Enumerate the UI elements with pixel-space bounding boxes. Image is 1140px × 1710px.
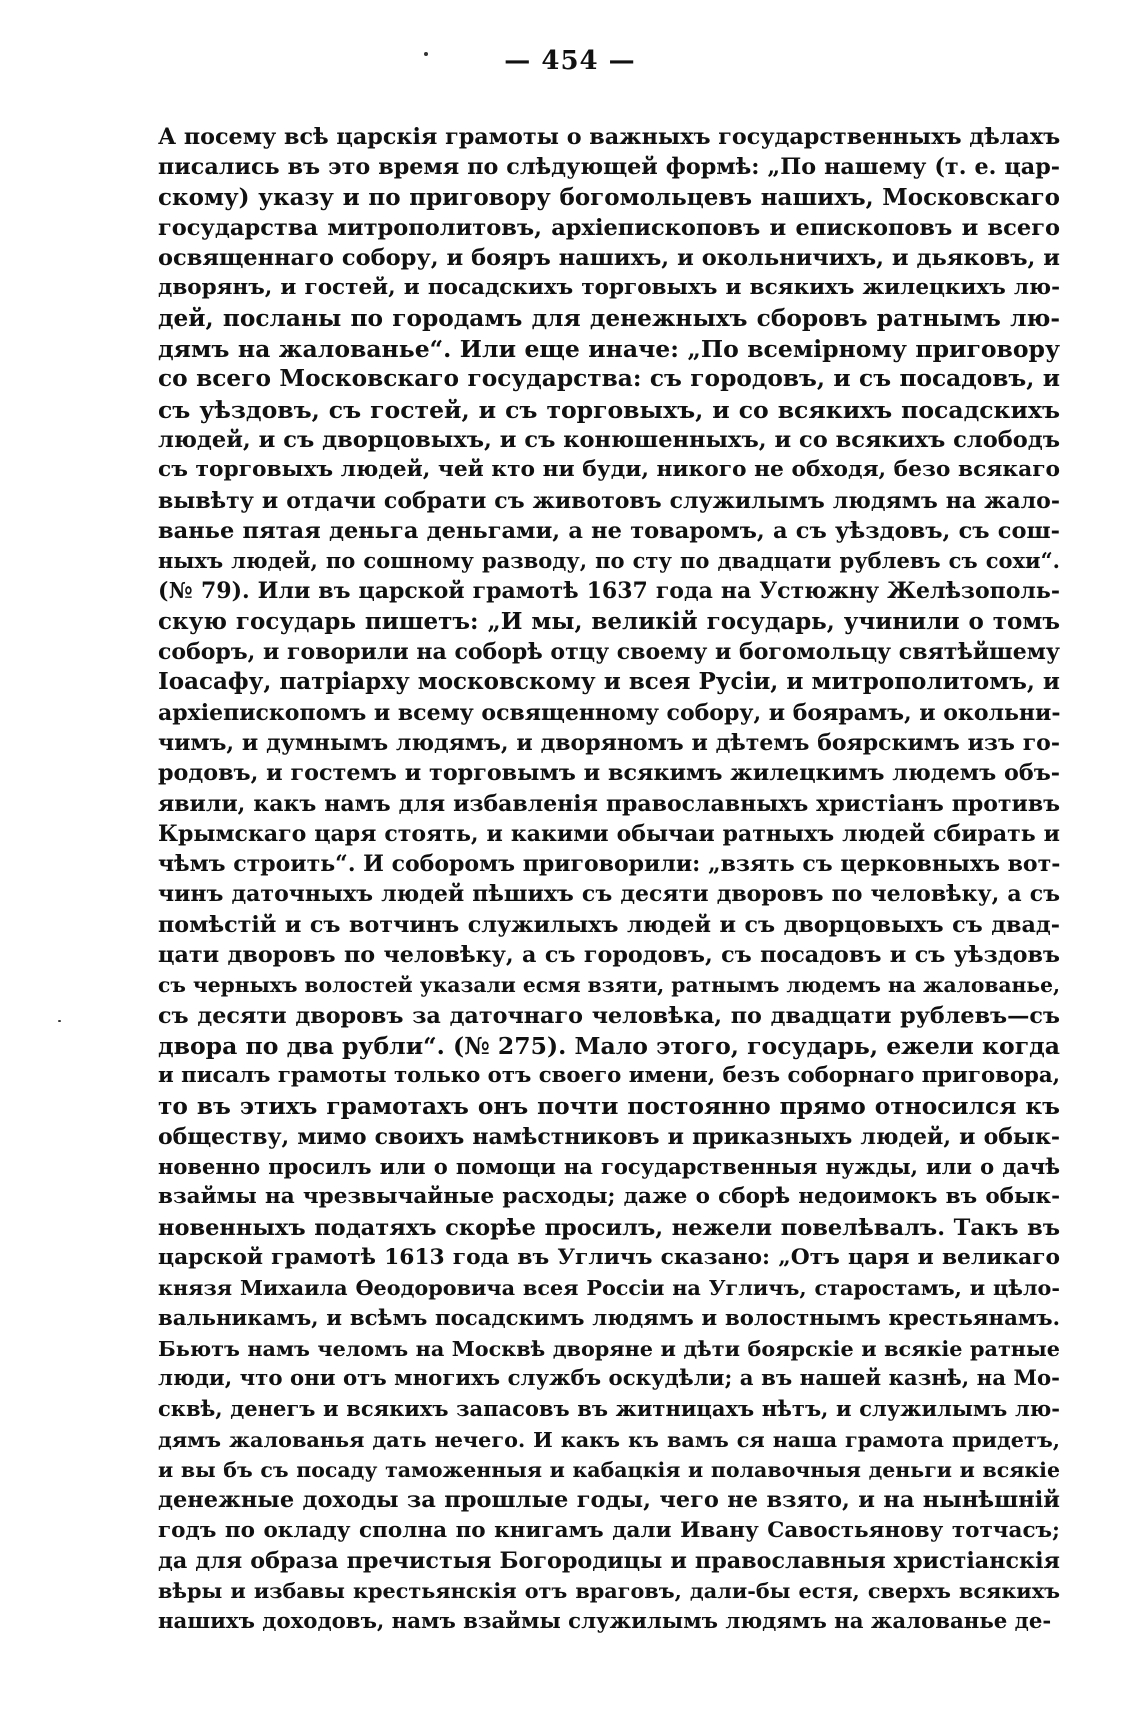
text-line: явили, какъ намъ для избавленія православныхъ христіанъ противъ [158, 790, 1060, 817]
text-line: съ черныхъ волостей указали есмя взяти, ратнымъ людемъ на жалованье, [158, 973, 1060, 998]
text-line: годъ по окладу сполна по книгамъ дали Ивану Савостьянову тотчасъ; [158, 1517, 1060, 1543]
text-line: Бьютъ намъ челомъ на Москвѣ дворяне и дѣти боярскіе и всякіе ратные [158, 1336, 1060, 1361]
text-line: обществу, мимо своихъ намѣстниковъ и приказныхъ людей, и обык- [158, 1123, 1060, 1150]
text-line: чимъ, и думнымъ людямъ, и дворяномъ и дѣтемъ боярскимъ изъ го- [158, 729, 1060, 756]
text-line: со всего Московскаго государства: съ городовъ, и съ посадовъ, и [158, 365, 1060, 393]
scan-speck [424, 52, 428, 56]
text-line: цати дворовъ по человѣку, а съ городовъ, съ посадовъ и съ уѣздовъ [158, 942, 1060, 969]
text-line: помѣстій и съ вотчинъ служилыхъ людей и съ дворцовыхъ съ двад- [158, 911, 1060, 938]
text-line: и вы бъ съ посаду таможенныя и кабацкія и полавочныя деньги и всякіе [158, 1458, 1060, 1483]
text-line: дей, посланы по городамъ для денежныхъ сборовъ ратнымъ лю- [158, 304, 1060, 332]
text-line: людей, и съ дворцовыхъ, и съ конюшенныхъ, и со всякихъ слободъ [158, 426, 1060, 453]
text-line: Іоасафу, патріарху московскому и всея Русіи, и митрополитомъ, и [158, 668, 1060, 696]
text-line: дворянъ, и гостей, и посадскихъ торговыхъ и всякихъ жилецкихъ лю- [158, 275, 1060, 301]
text-line: ныхъ людей, по сошному разводу, по сту по двадцати рублевъ съ сохи“. [158, 548, 1060, 574]
text-line: писались въ это время по слѣдующей формѣ: „По нашему (т. е. цар- [158, 154, 1060, 181]
page-number: — 454 — [504, 46, 636, 76]
text-line: новенно просилъ или о помощи на государственныя нужды, или о дачѣ [158, 1154, 1060, 1180]
text-line: вѣры и избавы крестьянскія отъ враговъ, дали-бы естя, сверхъ всякихъ [158, 1579, 1060, 1604]
text-line: вывѣту и отдачи собрати съ животовъ служилымъ людямъ на жало- [158, 487, 1060, 514]
text-line: нашихъ доходовъ, намъ взаймы служилымъ людямъ на жалованье де- [158, 1608, 1052, 1634]
text-line: съ торговыхъ людей, чей кто ни буди, никого не обходя, безо всякаго [158, 457, 1060, 483]
text-line: взаймы на чрезвычайные расходы; даже о сборѣ недоимокъ въ обык- [158, 1184, 1060, 1210]
text-line: съ уѣздовъ, съ гостей, и съ торговыхъ, и со всякихъ посадскихъ [158, 395, 1060, 424]
text-line: то въ этихъ грамотахъ онъ почти постоянно прямо относился къ [158, 1092, 1060, 1120]
text-line: дямъ жалованья дать нечего. И какъ къ вамъ ся наша грамота придетъ, [158, 1427, 1060, 1452]
text-line: скому) указу и по приговору богомольцевъ нашихъ, Московскаго [158, 183, 1060, 211]
text-line: съ десяти дворовъ за даточнаго человѣка, по двадцати рублевъ—съ [158, 1002, 1060, 1029]
text-line: освященнаго собору, и бояръ нашихъ, и окольничихъ, и дьяковъ, и [158, 245, 1060, 272]
text-line: вальникамъ, и всѣмъ посадскимъ людямъ и волостнымъ крестьянамъ. [158, 1305, 1060, 1331]
text-line: и писалъ грамоты только отъ своего имени, безъ соборнаго приговора, [158, 1063, 1060, 1089]
text-line: чѣмъ строить“. И соборомъ приговорили: „взять съ церковныхъ вот- [158, 851, 1060, 878]
text-line: чинъ даточныхъ людей пѣшихъ съ десяти дворовъ по человѣку, а съ [158, 881, 1060, 908]
text-line: (№ 79). Или въ царской грамотѣ 1637 года на Устюжну Желѣзополь- [158, 578, 1060, 605]
text-line: скую государь пишетъ: „И мы, великій государь, учинили о томъ [158, 607, 1060, 635]
text-line: да для образа пречистыя Богородицы и православныя христіанскія [158, 1547, 1060, 1574]
text-line: государства митрополитовъ, архіепископовъ и епископовъ и всего [158, 214, 1060, 241]
text-line: родовъ, и гостемъ и торговымъ и всякимъ жилецкимъ людемъ объ- [158, 760, 1060, 787]
text-line: дямъ на жалованье“. Или еще иначе: „По всемірному приговору [158, 335, 1060, 364]
text-line: соборъ, и говорили на соборѣ отцу своему и богомольцу святѣйшему [158, 639, 1060, 666]
text-line: денежные доходы за прошлые годы, чего не взято, и на нынѣшній [158, 1487, 1060, 1514]
text-line: Крымскаго царя стоять, и какими обычаи ратныхъ людей сбирать и [158, 820, 1060, 847]
text-line: двора по два рубли“. (№ 275). Мало этого, государь, ежели когда [158, 1031, 1060, 1060]
text-line: царской грамотѣ 1613 года въ Угличъ сказано: „Отъ царя и великаго [158, 1244, 1060, 1270]
scan-speck [58, 1020, 61, 1022]
text-line: люди, что они отъ многихъ службъ оскудѣли; а въ нашей казнѣ, на Мо- [158, 1366, 1060, 1392]
text-line: А посему всѣ царскія грамоты о важныхъ государственныхъ дѣлахъ [158, 124, 1060, 150]
text-line: новенныхъ податяхъ скорѣе просилъ, нежели повелѣвалъ. Такъ въ [158, 1214, 1060, 1241]
text-line: ванье пятая деньга деньгами, а не товаромъ, а съ уѣздовъ, съ сош- [158, 517, 1060, 544]
text-line: князя Михаила Ѳеодоровича всея Россіи на Угличъ, старостамъ, и цѣло- [158, 1276, 1060, 1301]
text-line: архіепископомъ и всему освященному собору, и боярамъ, и окольни- [158, 699, 1060, 726]
text-line: сквѣ, денегъ и всякихъ запасовъ въ житницахъ нѣтъ, и служилымъ лю- [158, 1396, 1060, 1422]
body-text [158, 122, 1060, 1637]
